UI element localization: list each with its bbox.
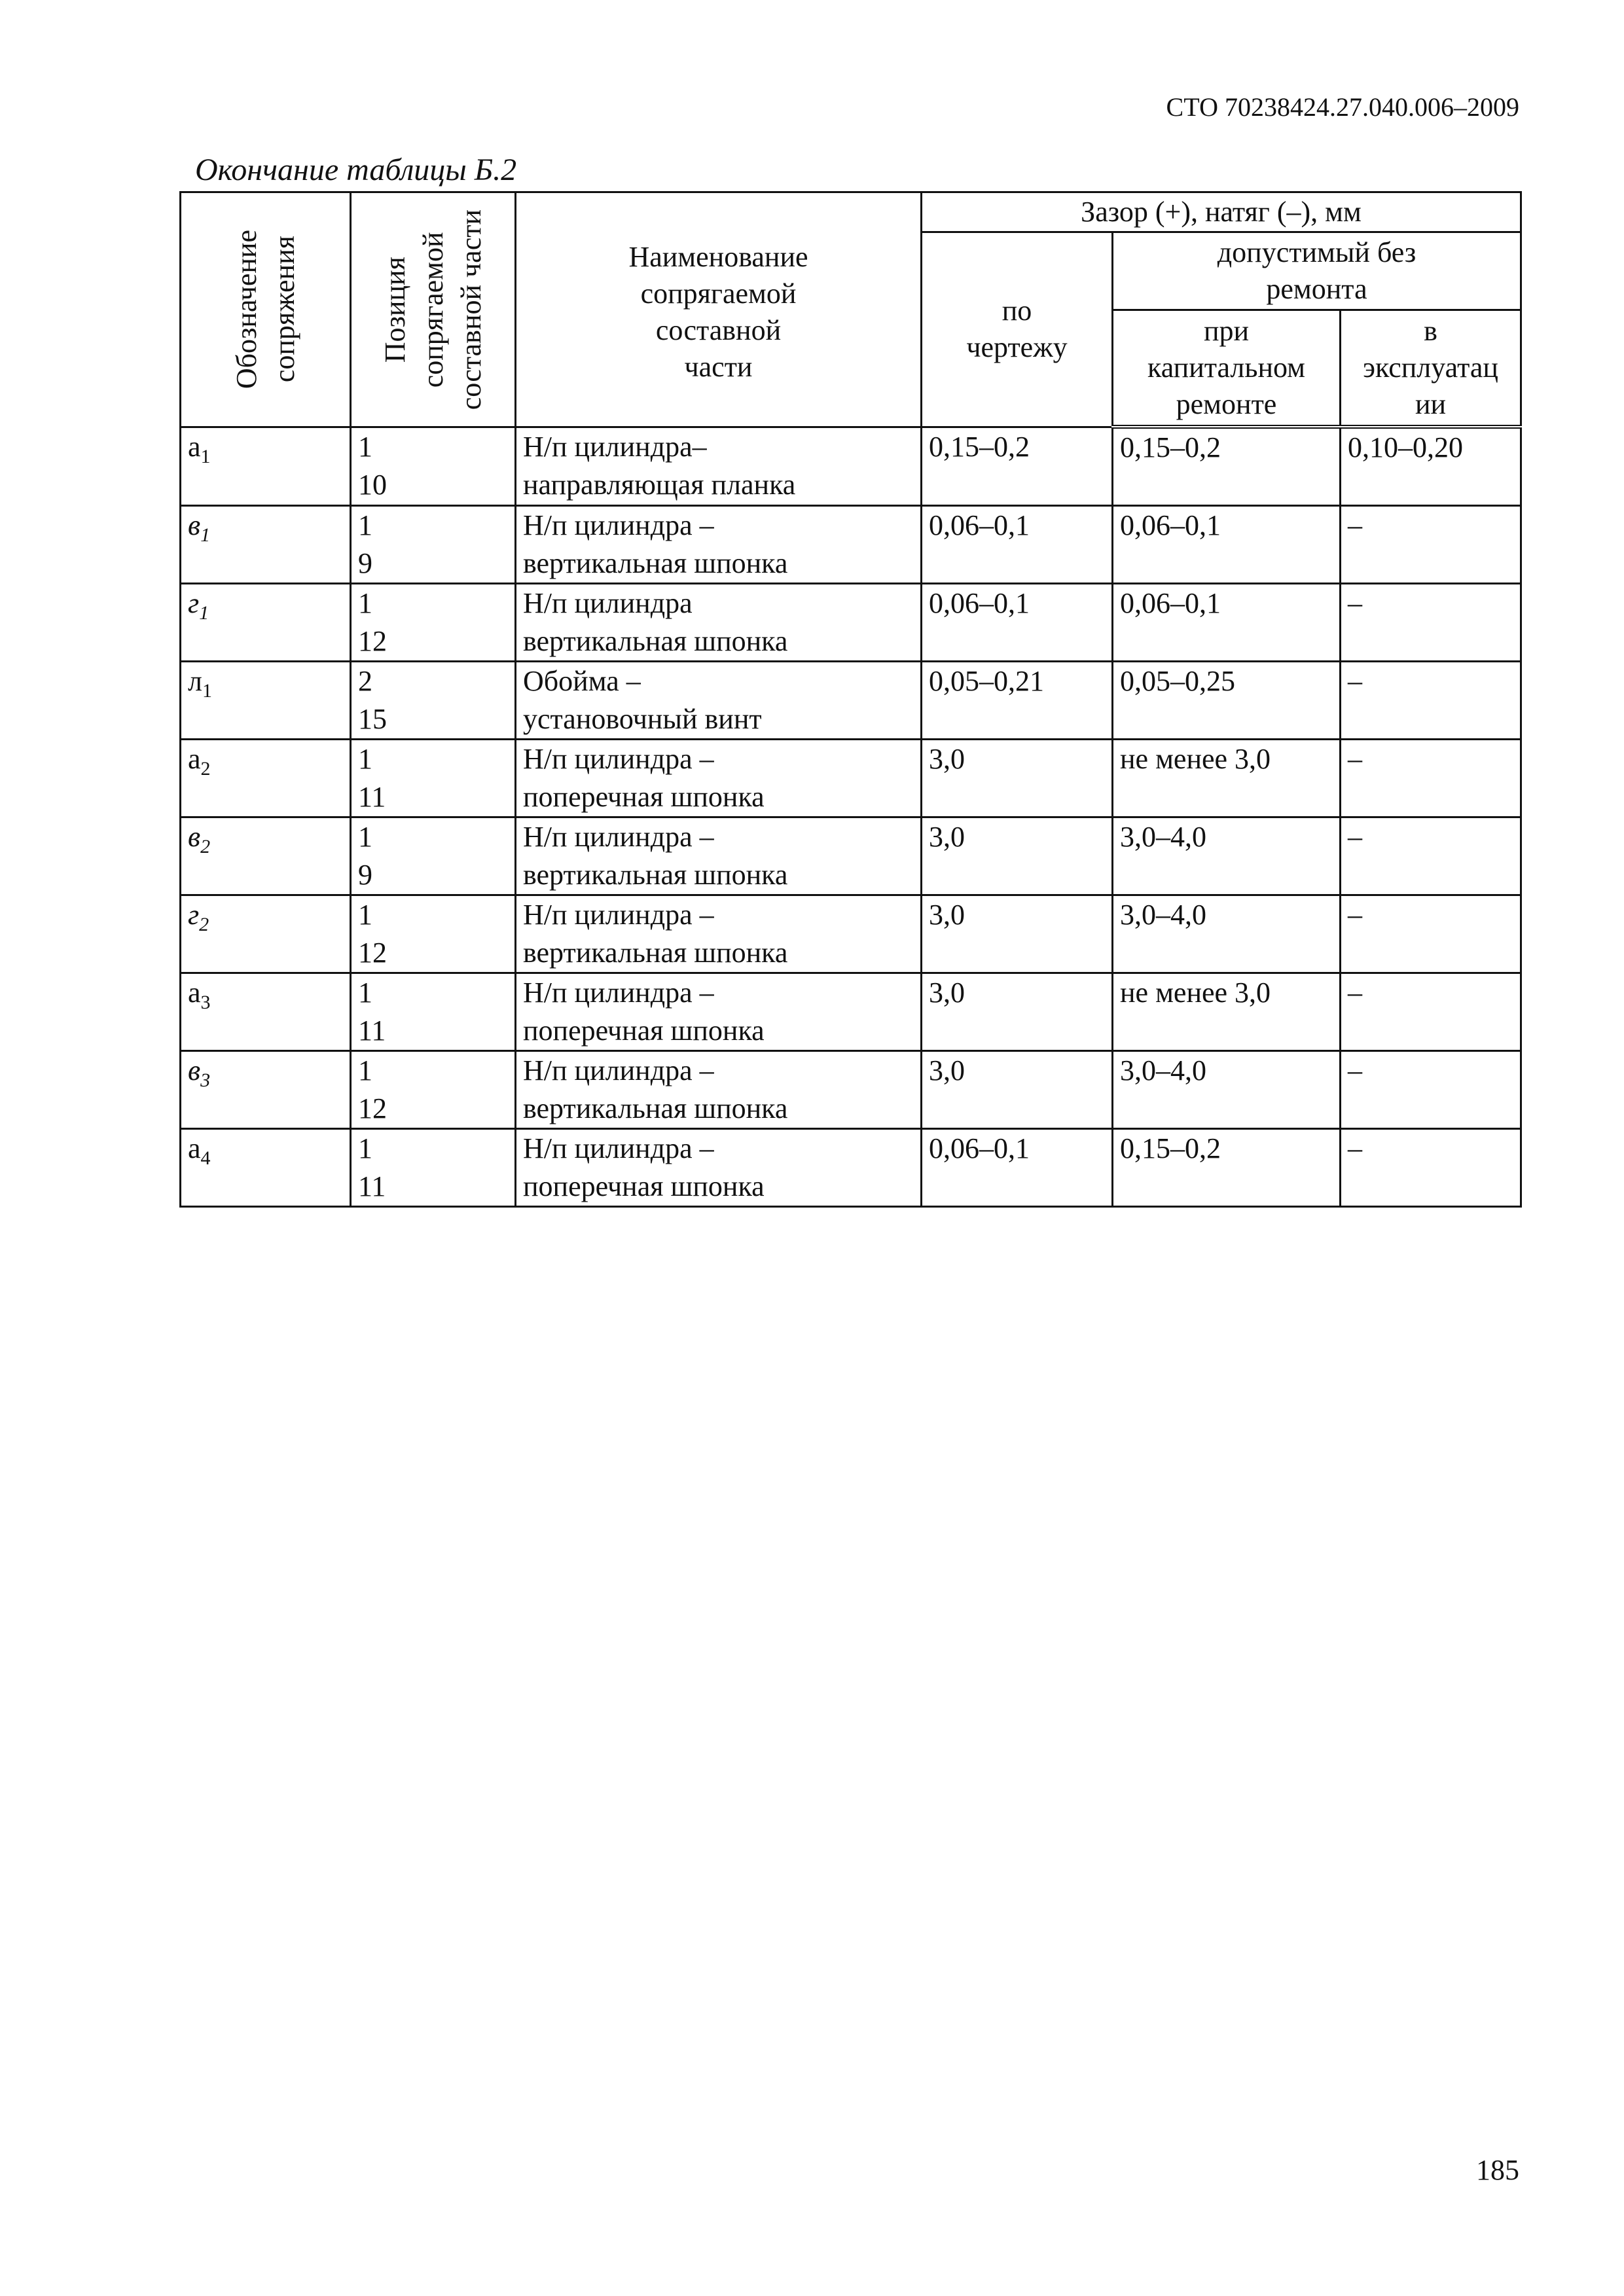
cell-operation: – (1341, 1051, 1521, 1129)
cell-designation (181, 1051, 351, 1129)
cell-per-drawing: 3,0 (922, 895, 1113, 973)
designation-letter: в (188, 821, 201, 853)
table-row (181, 1051, 1521, 1129)
cell-position: 1 11 (351, 740, 516, 817)
header-position: Позиция сопрягаемой составной части (351, 192, 516, 427)
cell-per-drawing: 0,06–0,1 (922, 584, 1113, 662)
designation-index: 1 (199, 602, 209, 624)
designation-index: 3 (200, 992, 211, 1013)
cell-designation (181, 506, 351, 584)
designation-index: 1 (200, 524, 211, 546)
cell-per-drawing: 3,0 (922, 973, 1113, 1051)
cell-capital-repair: 0,15–0,2 (1113, 1129, 1341, 1207)
cell-designation (181, 740, 351, 817)
designation-letter: а (188, 977, 201, 1009)
designation-letter: г (188, 899, 200, 931)
cell-position: 1 10 (351, 427, 516, 506)
designation-letter: л (188, 665, 202, 697)
designation-index: 2 (200, 836, 211, 857)
table-row (181, 506, 1521, 584)
table-row (181, 427, 1521, 506)
designation-index: 2 (199, 914, 209, 935)
table-row (181, 584, 1521, 662)
table-row (181, 895, 1521, 973)
cell-operation: – (1341, 584, 1521, 662)
cell-name: Н/п цилиндра – вертикальная шпонка (516, 1051, 922, 1129)
cell-per-drawing: 0,15–0,2 (922, 427, 1113, 506)
cell-operation: – (1341, 506, 1521, 584)
cell-per-drawing: 3,0 (922, 817, 1113, 895)
table-row (181, 662, 1521, 740)
cell-operation: – (1341, 817, 1521, 895)
designation-index: 2 (200, 758, 211, 780)
cell-name: Н/п цилиндра – поперечная шпонка (516, 973, 922, 1051)
cell-position: 2 15 (351, 662, 516, 740)
cell-position: 1 9 (351, 817, 516, 895)
cell-per-drawing: 0,06–0,1 (922, 1129, 1113, 1207)
cell-position: 1 11 (351, 973, 516, 1051)
cell-designation (181, 817, 351, 895)
header-operation: в эксплуатац ии (1341, 310, 1521, 427)
cell-designation (181, 584, 351, 662)
designation-letter: а (188, 430, 201, 463)
cell-position: 1 11 (351, 1129, 516, 1207)
table-row (181, 1129, 1521, 1207)
cell-capital-repair: 3,0–4,0 (1113, 817, 1341, 895)
header-designation: Обозначение сопряжения (181, 192, 351, 427)
cell-designation (181, 662, 351, 740)
header-capital-repair: при капитальном ремонте (1113, 310, 1341, 427)
designation-index: 1 (200, 445, 211, 467)
cell-capital-repair: 3,0–4,0 (1113, 1051, 1341, 1129)
cell-operation: – (1341, 895, 1521, 973)
table-row (181, 817, 1521, 895)
cell-operation: – (1341, 973, 1521, 1051)
cell-per-drawing: 3,0 (922, 740, 1113, 817)
header-per-drawing: по чертежу (922, 232, 1113, 427)
cell-capital-repair: 3,0–4,0 (1113, 895, 1341, 973)
cell-operation: 0,10–0,20 (1341, 427, 1521, 506)
table-caption: Окончание таблицы Б.2 (195, 152, 517, 187)
cell-capital-repair: 0,05–0,25 (1113, 662, 1341, 740)
cell-capital-repair: не менее 3,0 (1113, 740, 1341, 817)
cell-name: Н/п цилиндра – поперечная шпонка (516, 1129, 922, 1207)
page-number: 185 (1476, 2154, 1519, 2186)
cell-per-drawing: 3,0 (922, 1051, 1113, 1129)
designation-letter: г (188, 587, 200, 619)
designation-letter: а (188, 743, 201, 775)
cell-position: 1 12 (351, 1051, 516, 1129)
cell-designation (181, 427, 351, 506)
cell-name: Н/п цилиндра – поперечная шпонка (516, 740, 922, 817)
designation-letter: а (188, 1132, 201, 1164)
cell-name: Н/п цилиндра – вертикальная шпонка (516, 817, 922, 895)
cell-capital-repair: 0,06–0,1 (1113, 584, 1341, 662)
cell-designation (181, 973, 351, 1051)
cell-name: Обойма – установочный винт (516, 662, 922, 740)
header-name: Наименование сопрягаемой составной части (516, 192, 922, 427)
header-gap: Зазор (+), натяг (–), мм (922, 192, 1521, 232)
table-row (181, 740, 1521, 817)
cell-per-drawing: 0,06–0,1 (922, 506, 1113, 584)
data-table (179, 191, 1522, 1208)
cell-name: Н/п цилиндра вертикальная шпонка (516, 584, 922, 662)
cell-designation (181, 895, 351, 973)
header-allowed: допустимый без ремонта (1113, 232, 1521, 310)
cell-position: 1 12 (351, 584, 516, 662)
designation-index: 4 (200, 1147, 211, 1169)
cell-name: Н/п цилиндра – вертикальная шпонка (516, 506, 922, 584)
cell-position: 1 12 (351, 895, 516, 973)
cell-operation: – (1341, 1129, 1521, 1207)
designation-letter: в (188, 1054, 201, 1086)
cell-capital-repair: 0,15–0,2 (1113, 427, 1341, 506)
cell-per-drawing: 0,05–0,21 (922, 662, 1113, 740)
table-row (181, 973, 1521, 1051)
cell-name: Н/п цилиндра – вертикальная шпонка (516, 895, 922, 973)
cell-capital-repair: не менее 3,0 (1113, 973, 1341, 1051)
designation-index: 1 (202, 680, 212, 702)
cell-capital-repair: 0,06–0,1 (1113, 506, 1341, 584)
document-code: СТО 70238424.27.040.006–2009 (1166, 92, 1519, 122)
cell-name: Н/п цилиндра– направляющая планка (516, 427, 922, 506)
cell-designation (181, 1129, 351, 1207)
designation-letter: в (188, 509, 201, 541)
cell-operation: – (1341, 740, 1521, 817)
designation-index: 3 (200, 1069, 211, 1091)
cell-position: 1 9 (351, 506, 516, 584)
cell-operation: – (1341, 662, 1521, 740)
